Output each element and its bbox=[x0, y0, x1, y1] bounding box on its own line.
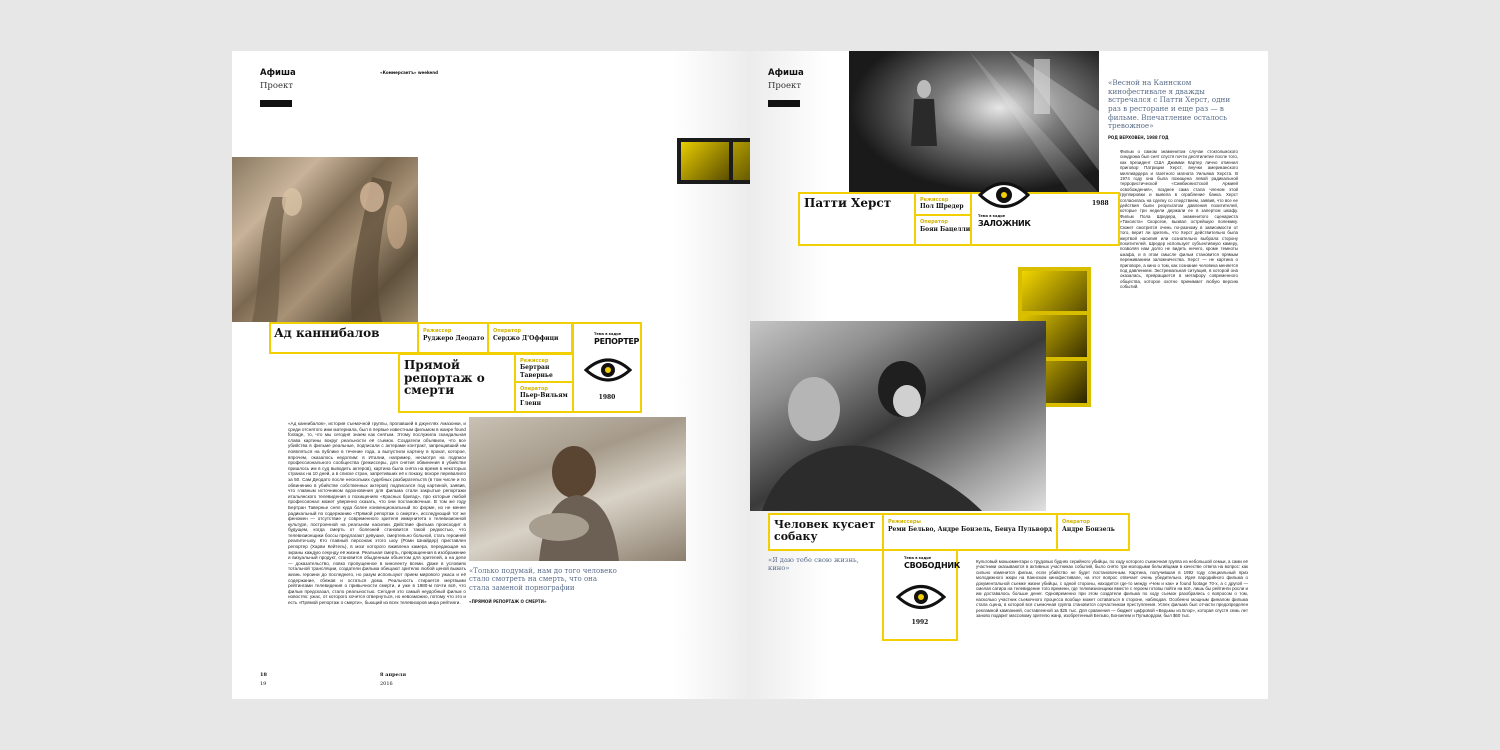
eye-icon bbox=[896, 581, 946, 613]
article-body-right: Фильм о самом знаменитом случае стокгольмского синдрома был снят спустя почти десятилетие после того, как президент США Джимми Картер лично отменил приговор Патриции Херст, внучки американского миллиардера и газетного магната Уильяма Херста. В 1974 году она была похищена левой радикальной террористической «Симбионистской Армией освобождения», позднее сама стала членом этой группировки и вывела в ограбление банка. Херст согласилась на сделку со следствием, заявив, что все ее действия были результатом давления похитителей, которые три недели держали ее в запертом шкафу. Фильм Пола Шредера, знаменитого сценариста «Таксиста» Скорсезе, вызвал острейшую полемику. Сюжет смотрится очень по-разному в зависимости от того, верит ли зритель, что Херст действительно была жертвой насилия или сознательно выбрала сторону похитителей. Шредер использует субъективную камеру, позволяя нам долго не видеть ничего, кроме темноты шкафа, и в этом смысле фильм становится прямым переживанием заложничества. Херст — не картина о приговоре, а кино о том, как сознание человека меняется под давлением. Экстремальная ситуация, в которой она оказалась, превращается в метафору современного общества, которое охотно принимает любую версию событий. bbox=[1120, 149, 1238, 290]
eye-icon bbox=[584, 354, 632, 386]
pull-quote-source: «ПРЯМОЙ РЕПОРТАЖ О СМЕРТИ» bbox=[469, 599, 547, 604]
film2-director-box bbox=[514, 353, 574, 383]
left-page bbox=[232, 51, 750, 699]
film3-director-box bbox=[914, 192, 972, 216]
film1-operator-box bbox=[487, 322, 573, 354]
film1-director: Руджеро Деодато bbox=[423, 335, 485, 342]
theme-year-film4: 1992 bbox=[911, 619, 929, 626]
film2-operator: Пьер-Вильям Гленн bbox=[520, 392, 568, 407]
theme-caption: Тема в кадре bbox=[594, 332, 622, 336]
theme-logo: РЕПОРТЕР bbox=[594, 337, 640, 346]
film1-title: Ад каннибалов bbox=[274, 326, 380, 340]
film1-director-role: Режиссер bbox=[423, 328, 452, 334]
photo-man-bites-dog bbox=[750, 321, 1046, 511]
theme-caption-right: Тема в кадре bbox=[978, 214, 1006, 218]
film-strip-frame bbox=[681, 142, 729, 180]
film3-operator-box bbox=[914, 214, 972, 246]
film3-operator-role: Оператор bbox=[920, 219, 948, 225]
page-number: 18 bbox=[260, 672, 267, 678]
theme-year: 1980 bbox=[598, 394, 616, 401]
section-bar bbox=[260, 100, 292, 107]
masthead: «Коммерсантъ» weekend bbox=[380, 70, 438, 75]
film4-director-role: Режиссеры bbox=[888, 519, 921, 525]
issue-year: 2016 bbox=[380, 681, 393, 687]
theme-year-right: 1988 bbox=[1092, 200, 1109, 207]
photo-cannibal-holocaust bbox=[232, 157, 418, 322]
photo-woman-crying bbox=[469, 417, 686, 561]
theme-logo-right: ЗАЛОЖНИК bbox=[978, 219, 1031, 228]
film4-operator-role: Оператор bbox=[1062, 519, 1090, 525]
issue-date: 8 апреля bbox=[380, 672, 407, 678]
film2-title-box bbox=[398, 353, 516, 413]
section-bar-right bbox=[768, 100, 800, 107]
pull-quote-right: «Весной на Каннском кинофестивале я дважды встречался с Патти Херст, одни раз в ресторане и еще раз — в фильме. Впечатление осталось тревожное» bbox=[1108, 78, 1231, 131]
film4-title: Человек кусает собаку bbox=[774, 518, 876, 543]
article-body: «Ад каннибалов», история съемочной группы, пропавшей в джунглях Амазонки, и среди отснятого ими материала, был в первые известным фильмом в жанре found footage, то, что мы сегодня знаем как снятым. Этому послужила скандальная слава картины вокруг реальности её съемок. Создатели объявили, что все убийства в фильме реальные, подписали с актерами контракт, запрещавший им появляться на публике в течение года, а выпустили картину в прокат, которое, впрочем, оказалось недолгим: в Италии, например, несмотря на подписи профессионального сообщества (режиссеры, для снятия обвинения в убийстве пришлось им в суд выводить актеров), картина была снята на время в некоторых странах на 10 дней, а в списке стран, запретивших её к показу, вскоре перевалило за 50. Сам Деодато после нескольких судебных разбирательств (в том числе и по обвинению в убийстве собственных актеров) подписался под картиной, заявив, что главным источником вдохновения для фильма стали закрытые репортажи итальянского телевидения о похищениях «Красных бригад», про которые любой профессионал может уверенно сказать, что они постановочные. В том же году Бертран Тавернье снял куда более конвенциональный по форме, но не менее радикальный по содержанию «Прямой репортаж о смерти», исследующий тот же феномен — отсутствие у современного зрителя иммунитета к телевизионной культуре, построенной на реальном насилии. Действие фильма происходит в будущем, когда смерть от болезней становится такой редкостью, что телевизионщики боссы предлагают девушке, смертельно больной, стать героиней реалити-шоу. Кто главный персонаж этого шоу (Роми Шнайдер) приставлен репортер (Харви Кейтель), в мозг которого вживлена камера, передающая на экраны каждую секунду её жизни. Реальная смерть, превращенная в изображение и визуальный продукт, становится обыденным объектом для зрителей, а на деле — доказательство, ловко пропущенное в киноленту всеми. Даже в условиях тотальной трансляции, создатели фильма обещают зрителю любой ценой выжать жизнь героини до последнего, но разум используют прием мирового ужаса и её содержание, сбежав и остаться дома. Реальность стирается мертвыми рейтингами телевидения о привычности смерти, и уже в 1980-м почти всё, что фильм предсказал, стало реальностью. Сегодня это самый неудобный фильм о новостях: ужас, от которого хочется отвернуться, но невозможно, потому что это и есть «Прямой репортаж о смерти», бьющий из всех телевизоров мира рейтинги. bbox=[288, 421, 466, 605]
film3-title: Патти Херст bbox=[804, 196, 892, 210]
film3-operator: Боян Бацелли bbox=[920, 226, 971, 233]
film3-director-role: Режиссер bbox=[920, 197, 949, 203]
article-body-film4: Культовый мокьюментари о трудовых буднях серийного убийцы, по ходу которого съемочная группа из небольшой семьи, а сами её участники оказываются в активных участниках событий, было снято три молодыми бельгийцами в качестве ответа на вопрос: как сильно изменится фильм, если убийство не будет постановочным. Картина, получившая в 1992 году специальный приз молодежного жюри на Каннском кинофестивале, на этот вопрос отвечает очень убедительно. Идея пародийного фильма о документальной съемке жизни убийцы, с одной стороны, находится где-то между «Чем и как» и found footage 70-х, а с другой — смелая сатира на телевидение того времени, где телевизионщики вместе с героем готовы пойти на всё, лишь бы рейтинги росли и им доставалось больше денег. Одновременно при этом создатели фильма по ходу съемок разобрались с вопросом о том, насколько участник съемочного процесса вообще может оставаться в стороне, наблюдая. Особенно мощным финалом фильма стала сцена, в которой вся съемочная группа становится соучастником преступления. Успех фильма был отчасти предопределен рекламной кампанией, составленной за $25 тыс. Для сравнения — бюджет цифровой «Ведьмы из Блэр», которая спустя семь лет заново подарит массовому зрителю жанр, изобретенный Бельво, Бонзелем и Пульвордом, был $60 тыс. bbox=[976, 559, 1248, 619]
film4-operator: Андре Бонзель bbox=[1062, 526, 1115, 533]
theme-box-reporter bbox=[572, 322, 642, 413]
theme-box-accomplice bbox=[882, 549, 961, 641]
theme-caption-film4: Тема в кадре bbox=[904, 556, 932, 560]
film3-title-box bbox=[798, 192, 916, 246]
section-label: Афиша bbox=[260, 68, 296, 78]
film2-operator-role: Оператор bbox=[520, 386, 548, 392]
subsection-label: Проект bbox=[260, 81, 294, 91]
film1-title-box bbox=[269, 322, 419, 354]
film4-director-box bbox=[882, 513, 1058, 551]
pull-quote-film4: «Я даю тебе свою жизнь, кино» bbox=[768, 556, 859, 573]
film1-operator-role: Оператор bbox=[493, 328, 521, 334]
photo-patty-hearst bbox=[849, 51, 1099, 193]
film4-director: Реми Бельво, Андре Бонзель, Бенуа Пульворд bbox=[888, 526, 1053, 533]
page-number-2: 19 bbox=[260, 681, 267, 687]
film2-operator-box bbox=[514, 381, 574, 413]
film4-title-box bbox=[768, 513, 884, 551]
right-page bbox=[750, 51, 1268, 699]
film2-director: Бертран Тавернье bbox=[520, 364, 553, 379]
film3-director: Пол Шредер bbox=[920, 203, 964, 210]
pull-quote: «Только подумай, нам до того человеко стало смотреть на смерть, что она стала заменой порнографии bbox=[469, 567, 617, 592]
theme-logo-film4: СВОБОДНИК bbox=[904, 561, 961, 570]
film2-title: Прямой репортаж о смерти bbox=[404, 358, 485, 398]
film2-director-role: Режиссер bbox=[520, 358, 549, 364]
pull-quote-right-source: РОД ВЕРХОВЕН, 1988 ГОД bbox=[1108, 135, 1169, 140]
eye-icon bbox=[978, 178, 1030, 212]
film1-director-box bbox=[417, 322, 489, 354]
section-label-right: Афиша bbox=[768, 68, 804, 78]
film1-operator: Серджо Д'Оффици bbox=[493, 335, 559, 342]
subsection-label-right: Проект bbox=[768, 81, 802, 91]
film4-operator-box bbox=[1056, 513, 1130, 551]
